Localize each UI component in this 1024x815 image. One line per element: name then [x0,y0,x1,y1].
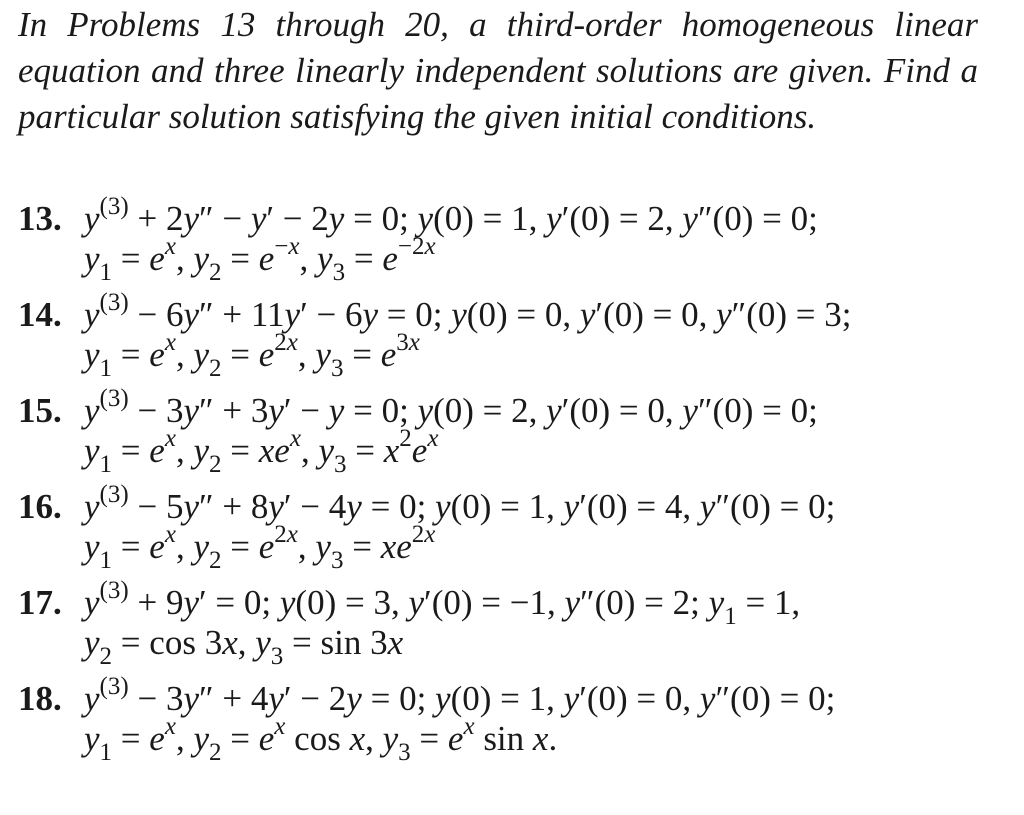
problem-number: 17. [18,583,62,622]
problem-17 [18,577,998,676]
problem-number: 18. [18,679,62,718]
problem-number: 16. [18,487,62,526]
problem-solutions: $y_1 = e^x$, $y_2 = e^{2x}$, $y_3 = xe^{2x}$ [84,521,436,574]
problem-equation: $y^{(3)} + 2y'' - y' - 2y = 0$; y(0) = 1, y′(0) = 2, y″(0) = 0; [84,193,818,238]
problem-13 [18,193,998,292]
problem-15 [18,385,998,484]
problem-number: 15. [18,391,62,430]
problem-equation: $y^{(3)} - 3y'' + 3y' - y = 0$; y(0) = 2, y′(0) = 0, y″(0) = 0; [84,385,818,430]
problem-equation: $y^{(3)} - 5y'' + 8y' - 4y = 0$; y(0) = 1, y′(0) = 4, y″(0) = 0; [84,481,836,526]
problem-18 [18,673,998,772]
problem-equation: $y^{(3)} + 9y' = 0$; y(0) = 3, y′(0) = −1, y″(0) = 2; $y_1 = 1$, [84,577,801,630]
problem-number: 13. [18,199,62,238]
problem-solutions: $y_1 = e^x$, $y_2 = e^{-x}$, $y_3 = e^{-2x}$ [84,233,436,286]
problem-equation: $y^{(3)} - 3y'' + 4y' - 2y = 0$; y(0) = 1, y′(0) = 0, y″(0) = 0; [84,673,836,718]
problem-instructions: In Problems 13 through 20, a third-order homogeneous linear equation and three linearly independent solutions are given. Find a particular solution satisfying the given initial conditions. [18,5,978,136]
problem-solutions: $y_2 = \cos 3x$, $y_3 = \sin 3x$ [84,623,404,670]
problem-list [18,193,998,772]
problem-solutions: $y_1 = e^x$, $y_2 = e^x$ cos x, $y_3 = e^x$ sin x. [84,713,558,766]
problem-solutions: $y_1 = e^x$, $y_2 = e^{2x}$, $y_3 = e^{3x}$ [84,329,420,382]
problem-solutions: $y_1 = e^x$, $y_2 = xe^x$, $y_3 = x^2e^x$ [84,425,439,478]
problem-16 [18,481,998,580]
problem-14 [18,289,998,388]
problem-equation: $y^{(3)} - 6y'' + 11y' - 6y = 0$; y(0) = 0, y′(0) = 0, y″(0) = 3; [84,289,852,334]
problem-number: 14. [18,295,62,334]
